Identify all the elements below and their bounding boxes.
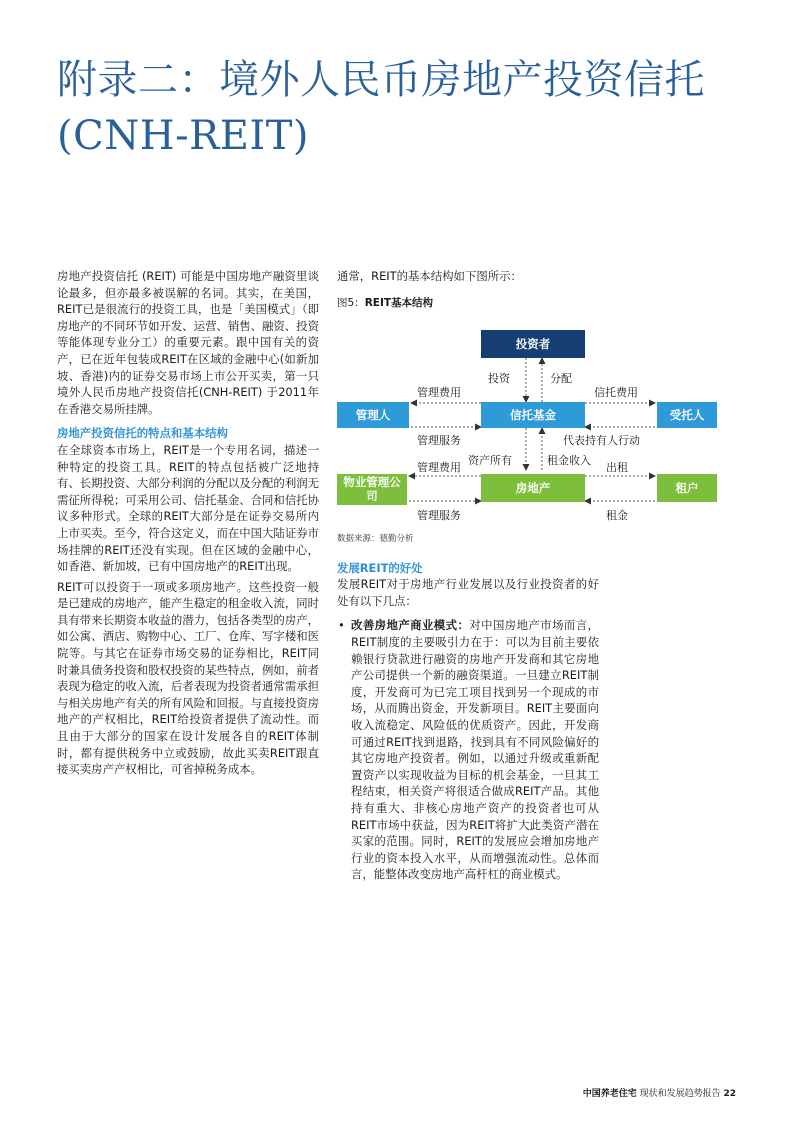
- structure-intro: 通常，REIT的基本结构如下图所示：: [337, 269, 522, 283]
- label-invest: 投资: [488, 371, 510, 385]
- label-mgmt-fee-bottom: 管理费用: [417, 460, 461, 474]
- label-trust-fee: 信托费用: [594, 385, 638, 399]
- label-lease: 出租: [606, 460, 628, 474]
- tenant-box: 租户: [657, 474, 717, 502]
- label-mgmt-service-bottom: 管理服务: [417, 508, 461, 522]
- manager-box: 管理人: [337, 402, 409, 428]
- intro-paragraph: 房地产投资信托 (REIT) 可能是中国房地产融资里谈论最多，但亦最多被误解的名词。其实，在美国，REIT已是很流行的投资工具，也是「美国模式」（即房地产的不同环节如开发、运营、销售、融资、投资等能体现专业分工）的重要元素。跟中国有关的资产，已在近年包装成REIT在区域的金融中心(如新加坡、香港)内的证券交易市场上市公开买卖，第一只境外人民币房地产投资信托(CNH-REIT) 于2011年在香港交易所挂牌。: [57, 269, 319, 416]
- figure-title: [337, 295, 599, 310]
- left-column: [57, 268, 319, 778]
- bullet-marker: •: [338, 618, 345, 633]
- label-mgmt-fee-top: 管理费用: [417, 385, 461, 399]
- bullet-lead: 改善房地产商业模式：: [351, 618, 470, 633]
- trust-fund-box: 信托基金: [481, 402, 585, 428]
- benefits-intro: 发展REIT对于房地产行业发展以及行业投资者的好处有以下几点：: [337, 577, 599, 608]
- figure-caption: REIT基本结构: [364, 296, 434, 309]
- right-column: [337, 268, 705, 883]
- features-paragraph: 在全球资本市场上，REIT是一个专用名词，描述一种特定的投资工具。REIT的特点包括被广泛地持有、长期投资、大部分利润的分配以及分配的利润无需征所得税；可采用公司、信托基金、合同和信托协议多种形式。全球的REIT大部分是在证券交易所内上市买卖。至今，符合这定义，而在中国大陆证券市场挂牌的REIT还没有实现。但在区域的金融中心，如香港、新加坡，已有中国房地产的REIT出现。: [57, 442, 319, 574]
- reit-structure-diagram: [337, 330, 717, 522]
- footer-report-subtitle: 现状和发展趋势报告: [639, 1089, 721, 1099]
- section-heading-benefits: 发展REIT的好处: [337, 560, 423, 575]
- property-management-box: 物业管理公司: [337, 474, 407, 505]
- investor-box: 投资者: [481, 330, 585, 358]
- page-number: 22: [723, 1089, 736, 1099]
- benefits-list: [337, 617, 599, 883]
- page-title: 附录二：境外人民币房地产投资信托 (CNH-REIT): [57, 57, 705, 159]
- footer-report-name: 中国养老住宅: [582, 1089, 637, 1099]
- label-distribute: 分配: [550, 371, 572, 385]
- page-footer: [583, 1086, 736, 1099]
- trustee-box: 受托人: [657, 402, 717, 428]
- list-item: [337, 617, 599, 883]
- data-source: 数据来源：德勤分析: [337, 533, 414, 544]
- label-asset-ownership: 资产所有: [468, 453, 512, 467]
- investment-paragraph: REIT可以投资于一项或多项房地产。这些投资一般是已建成的房地产，能产生稳定的租金收入流，同时具有带来长期资本收益的潜力，包括各类型的房产，如公寓、酒店、购物中心、工厂、仓库、写字楼和医院等。与其它在证券市场交易的证券相比，REIT同时兼具债务投资和股权投资的某些特点，例如，前者表现为稳定的收入流，后者表现为投资者通常需承担与相关房地产有关的所有风险和回报。与直接投资房地产的产权相比，REIT给投资者提供了流动性。而且由于大部分的国家在设计发展各自的REIT体制时，都有提供税务中立或鼓励，故此买卖REIT跟直接买卖房产产权相比，可省掉税务成本。: [57, 579, 319, 777]
- label-rent-income: 租金收入: [547, 453, 591, 467]
- label-rent: 租金: [606, 508, 628, 522]
- section-heading-features: 房地产投资信托的特点和基本结构: [57, 426, 228, 441]
- label-represent-holder: 代表持有人行动: [563, 433, 640, 447]
- figure-number: 图5：: [337, 296, 365, 309]
- label-mgmt-service-top: 管理服务: [417, 433, 461, 447]
- bullet-text: 对中国房地产市场而言，REIT制度的主要吸引力在于：可以为目前主要依赖银行贷款进行融资的房地产开发商和其它房地产公司提供一个新的融资渠道。一旦建立REIT制度，开发商可为已完工项目找到另一个现成的市场，从而腾出资金，开发新项目。REIT主要面向收入流稳定、风险低的优质资产。因此，开发商可通过REIT找到退路，找到具有不同风险偏好的其它房地产投资者。例如，以通过升级或重新配置资产以实现收益为目标的机会基金，一旦其工程结束，相关资产将很适合做成REIT产品。其他持有重大、非核心房地产资产的投资者也可从REIT市场中获益，因为REIT将扩大此类资产潜在买家的范围。同时，REIT的发展应会增加房地产行业的资本投入水平，从而增强流动性。总体而言，能整体改变房地产高杆杠的商业模式。: [351, 618, 599, 882]
- property-box: 房地产: [481, 474, 585, 502]
